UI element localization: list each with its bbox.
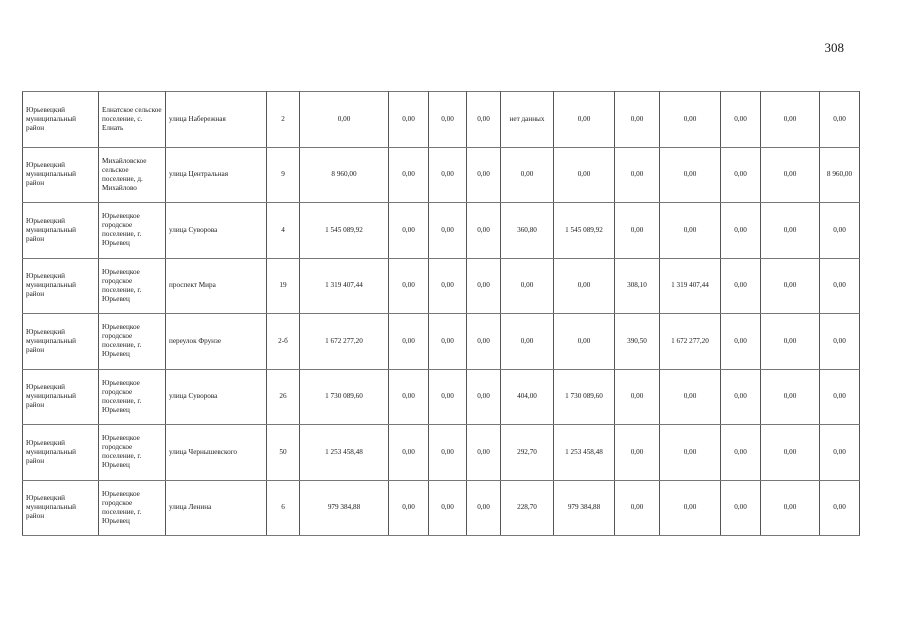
street-cell: проспект Мира bbox=[166, 258, 267, 314]
settlement-cell: Юрьевецкое городское поселение, г. Юрьевец bbox=[99, 203, 166, 259]
house-number-cell: 4 bbox=[267, 203, 300, 259]
table-row bbox=[23, 314, 860, 370]
value-5-cell: 0,00 bbox=[501, 147, 554, 203]
street-cell: улица Набережная bbox=[166, 92, 267, 148]
settlement-cell: Юрьевецкое городское поселение, г. Юрьевец bbox=[99, 258, 166, 314]
value-3-cell: 0,00 bbox=[429, 203, 467, 259]
value-11-cell: 0,00 bbox=[820, 425, 860, 481]
value-4-cell: 0,00 bbox=[467, 425, 501, 481]
district-cell: Юрьевецкий муниципальный район bbox=[23, 147, 99, 203]
total-cost-cell: 979 384,88 bbox=[300, 480, 389, 536]
value-11-cell: 0,00 bbox=[820, 480, 860, 536]
value-11-cell: 8 960,00 bbox=[820, 147, 860, 203]
value-7-cell: 0,00 bbox=[615, 480, 660, 536]
value-8-cell: 0,00 bbox=[660, 92, 721, 148]
value-5-cell: 292,70 bbox=[501, 425, 554, 481]
value-3-cell: 0,00 bbox=[429, 147, 467, 203]
house-number-cell: 9 bbox=[267, 147, 300, 203]
settlement-cell: Юрьевецкое городское поселение, г. Юрьевец bbox=[99, 314, 166, 370]
value-4-cell: 0,00 bbox=[467, 480, 501, 536]
value-4-cell: 0,00 bbox=[467, 369, 501, 425]
value-4-cell: 0,00 bbox=[467, 258, 501, 314]
street-cell: улица Чернышевского bbox=[166, 425, 267, 481]
value-8-cell: 0,00 bbox=[660, 480, 721, 536]
value-7-cell: 0,00 bbox=[615, 147, 660, 203]
value-10-cell: 0,00 bbox=[761, 258, 820, 314]
house-number-cell: 50 bbox=[267, 425, 300, 481]
value-2-cell: 0,00 bbox=[389, 258, 429, 314]
value-11-cell: 0,00 bbox=[820, 314, 860, 370]
value-4-cell: 0,00 bbox=[467, 203, 501, 259]
value-6-cell: 1 545 089,92 bbox=[554, 203, 615, 259]
value-10-cell: 0,00 bbox=[761, 314, 820, 370]
district-cell: Юрьевецкий муниципальный район bbox=[23, 425, 99, 481]
value-10-cell: 0,00 bbox=[761, 203, 820, 259]
value-9-cell: 0,00 bbox=[721, 92, 761, 148]
value-2-cell: 0,00 bbox=[389, 425, 429, 481]
street-cell: переулок Фрунзе bbox=[166, 314, 267, 370]
table-row bbox=[23, 203, 860, 259]
value-7-cell: 0,00 bbox=[615, 92, 660, 148]
value-6-cell: 1 253 458,48 bbox=[554, 425, 615, 481]
value-6-cell: 0,00 bbox=[554, 92, 615, 148]
value-8-cell: 0,00 bbox=[660, 147, 721, 203]
house-number-cell: 2-б bbox=[267, 314, 300, 370]
total-cost-cell: 1 545 089,92 bbox=[300, 203, 389, 259]
value-2-cell: 0,00 bbox=[389, 203, 429, 259]
total-cost-cell: 8 960,00 bbox=[300, 147, 389, 203]
district-cell: Юрьевецкий муниципальный район bbox=[23, 369, 99, 425]
value-2-cell: 0,00 bbox=[389, 369, 429, 425]
district-cell: Юрьевецкий муниципальный район bbox=[23, 203, 99, 259]
total-cost-cell: 1 253 458,48 bbox=[300, 425, 389, 481]
value-8-cell: 1 319 407,44 bbox=[660, 258, 721, 314]
value-2-cell: 0,00 bbox=[389, 147, 429, 203]
value-3-cell: 0,00 bbox=[429, 92, 467, 148]
total-cost-cell: 1 319 407,44 bbox=[300, 258, 389, 314]
settlement-cell: Елнатское сельское поселение, с. Елнать bbox=[99, 92, 166, 148]
house-number-cell: 6 bbox=[267, 480, 300, 536]
value-3-cell: 0,00 bbox=[429, 480, 467, 536]
value-10-cell: 0,00 bbox=[761, 369, 820, 425]
value-10-cell: 0,00 bbox=[761, 425, 820, 481]
value-5-cell: 0,00 bbox=[501, 314, 554, 370]
value-10-cell: 0,00 bbox=[761, 147, 820, 203]
value-11-cell: 0,00 bbox=[820, 258, 860, 314]
value-2-cell: 0,00 bbox=[389, 314, 429, 370]
housing-table bbox=[22, 91, 860, 536]
value-9-cell: 0,00 bbox=[721, 480, 761, 536]
settlement-cell: Юрьевецкое городское поселение, г. Юрьевец bbox=[99, 480, 166, 536]
street-cell: улица Суворова bbox=[166, 203, 267, 259]
value-6-cell: 1 730 089,60 bbox=[554, 369, 615, 425]
value-4-cell: 0,00 bbox=[467, 314, 501, 370]
district-cell: Юрьевецкий муниципальный район bbox=[23, 314, 99, 370]
value-9-cell: 0,00 bbox=[721, 314, 761, 370]
settlement-cell: Юрьевецкое городское поселение, г. Юрьевец bbox=[99, 369, 166, 425]
value-10-cell: 0,00 bbox=[761, 92, 820, 148]
value-9-cell: 0,00 bbox=[721, 203, 761, 259]
table-row bbox=[23, 425, 860, 481]
value-7-cell: 0,00 bbox=[615, 203, 660, 259]
value-3-cell: 0,00 bbox=[429, 425, 467, 481]
value-9-cell: 0,00 bbox=[721, 425, 761, 481]
value-7-cell: 0,00 bbox=[615, 369, 660, 425]
value-8-cell: 0,00 bbox=[660, 203, 721, 259]
street-cell: улица Суворова bbox=[166, 369, 267, 425]
value-11-cell: 0,00 bbox=[820, 203, 860, 259]
value-11-cell: 0,00 bbox=[820, 369, 860, 425]
value-5-cell: нет данных bbox=[501, 92, 554, 148]
district-cell: Юрьевецкий муниципальный район bbox=[23, 258, 99, 314]
district-cell: Юрьевецкий муниципальный район bbox=[23, 92, 99, 148]
settlement-cell: Михайловское сельское поселение, д. Михайлово bbox=[99, 147, 166, 203]
page-number: 308 bbox=[824, 40, 844, 55]
value-7-cell: 0,00 bbox=[615, 425, 660, 481]
value-3-cell: 0,00 bbox=[429, 314, 467, 370]
value-8-cell: 0,00 bbox=[660, 425, 721, 481]
value-8-cell: 1 672 277,20 bbox=[660, 314, 721, 370]
value-3-cell: 0,00 bbox=[429, 258, 467, 314]
total-cost-cell: 1 730 089,60 bbox=[300, 369, 389, 425]
settlement-cell: Юрьевецкое городское поселение, г. Юрьевец bbox=[99, 425, 166, 481]
value-6-cell: 0,00 bbox=[554, 314, 615, 370]
value-4-cell: 0,00 bbox=[467, 147, 501, 203]
value-8-cell: 0,00 bbox=[660, 369, 721, 425]
value-6-cell: 0,00 bbox=[554, 147, 615, 203]
value-10-cell: 0,00 bbox=[761, 480, 820, 536]
value-5-cell: 404,00 bbox=[501, 369, 554, 425]
table-row bbox=[23, 369, 860, 425]
value-2-cell: 0,00 bbox=[389, 480, 429, 536]
table-row bbox=[23, 258, 860, 314]
value-6-cell: 979 384,88 bbox=[554, 480, 615, 536]
table-row bbox=[23, 147, 860, 203]
value-3-cell: 0,00 bbox=[429, 369, 467, 425]
value-9-cell: 0,00 bbox=[721, 147, 761, 203]
value-11-cell: 0,00 bbox=[820, 92, 860, 148]
value-5-cell: 0,00 bbox=[501, 258, 554, 314]
total-cost-cell: 0,00 bbox=[300, 92, 389, 148]
street-cell: улица Ленина bbox=[166, 480, 267, 536]
value-4-cell: 0,00 bbox=[467, 92, 501, 148]
value-2-cell: 0,00 bbox=[389, 92, 429, 148]
house-number-cell: 19 bbox=[267, 258, 300, 314]
table-row bbox=[23, 92, 860, 148]
house-number-cell: 26 bbox=[267, 369, 300, 425]
table-body bbox=[23, 92, 860, 536]
house-number-cell: 2 bbox=[267, 92, 300, 148]
value-9-cell: 0,00 bbox=[721, 258, 761, 314]
total-cost-cell: 1 672 277,20 bbox=[300, 314, 389, 370]
value-7-cell: 390,50 bbox=[615, 314, 660, 370]
value-5-cell: 360,80 bbox=[501, 203, 554, 259]
district-cell: Юрьевецкий муниципальный район bbox=[23, 480, 99, 536]
value-7-cell: 308,10 bbox=[615, 258, 660, 314]
table-row bbox=[23, 480, 860, 536]
street-cell: улица Центральная bbox=[166, 147, 267, 203]
value-9-cell: 0,00 bbox=[721, 369, 761, 425]
value-6-cell: 0,00 bbox=[554, 258, 615, 314]
value-5-cell: 228,70 bbox=[501, 480, 554, 536]
